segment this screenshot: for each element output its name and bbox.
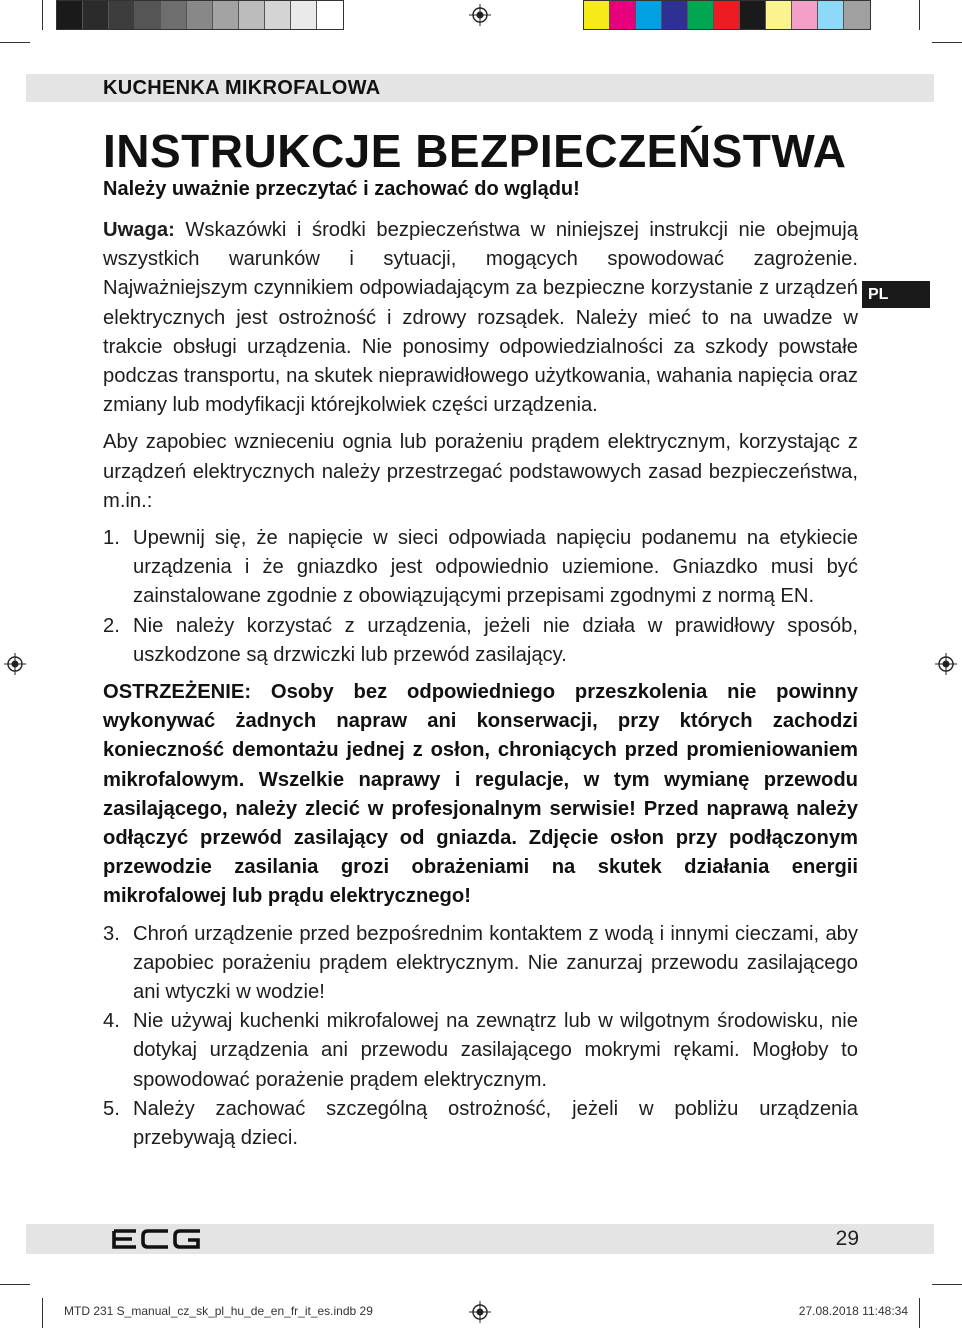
print-timestamp: 27.08.2018 11:48:34 <box>798 1304 908 1318</box>
ecg-logo <box>112 1228 202 1250</box>
list-item <box>103 524 858 612</box>
list-item <box>103 920 858 1008</box>
registration-mark-icon <box>469 4 491 26</box>
calibration-swatch <box>57 1 83 29</box>
calibration-swatch <box>291 1 317 29</box>
language-tab: PL <box>862 281 930 308</box>
list-item-text: Nie należy korzystać z urządzenia, jeżeli nie działa w prawidłowy sposób, uszkodzone są drzwiczki lub przewód zasilający. <box>133 614 858 666</box>
calibration-swatch <box>135 1 161 29</box>
crop-mark <box>0 1284 30 1285</box>
list-item-number: 4. <box>103 1010 120 1033</box>
page-subtitle: Należy uważnie przeczytać i zachować do wglądu! <box>103 178 580 200</box>
crop-mark <box>919 0 920 30</box>
safety-content <box>103 216 858 1161</box>
note-text: Wskazówki i środki bezpieczeństwa w niniejszej instrukcji nie obejmują wszystkich warunków i sytuacji, mogących spowodować zagrożenie. Najważniejszym czynnikiem odpowiadającym za bezpieczne korzystanie z urządzeń elektrycznych jest ostrożność i zdrowy rozsądek. Należy mieć to na uwadze w trakcie obsługi urządzenia. Nie ponosimy odpowiedzialności za szkody powstałe podczas transportu, na skutek nieprawidłowego użytkowania, wahania napięcia oraz zmiany lub modyfikacji którejkolwiek części urządzenia. <box>103 219 858 417</box>
warning-paragraph: OSTRZEŻENIE: Osoby bez odpowiedniego przeszkolenia nie powinny wykonywać żadnych napraw ani konserwacji, przy których zachodzi konieczność demontażu jednej z osłon, chroniących przed promieniowaniem mikrofalowym. Wszelkie naprawy i regulacje, w tym wymianę przewodu zasilającego, należy zlecić w profesjonalnym serwisie! Przed naprawą należy odłączyć przewód zasilający od gniazda. Zdjęcie osłon przy podłączonym przewodzie zasilania grozi obrażeniami na skutek działania energii mikrofalowej lub prądu elektrycznego! <box>103 681 858 908</box>
calibration-swatch <box>610 1 636 29</box>
calibration-swatch <box>844 1 870 29</box>
calibration-swatch <box>714 1 740 29</box>
registration-mark-icon <box>935 653 957 675</box>
calibration-swatch <box>317 1 343 29</box>
list-item <box>103 612 858 670</box>
crop-mark <box>42 1298 43 1328</box>
list-item <box>103 1095 858 1153</box>
calibration-swatch <box>766 1 792 29</box>
list-item-text: Upewnij się, że napięcie w sieci odpowiada napięciu podanemu na etykiecie urządzenia i że gniazdko jest odpowiednio uziemione. Gniazdko musi być zainstalowane zgodnie z obowiązującymi przepisami zgodnymi z normą EN. <box>133 527 858 608</box>
calibration-swatch <box>161 1 187 29</box>
crop-mark <box>932 1284 962 1285</box>
calibration-swatch <box>265 1 291 29</box>
list-item-number: 3. <box>103 922 120 945</box>
calibration-swatch <box>792 1 818 29</box>
section-label: KUCHENKA MIKROFALOWA <box>103 77 381 99</box>
list-item-text: Chroń urządzenie przed bezpośrednim kontaktem z wodą i innymi cieczami, aby zapobiec porażeniu prądem elektrycznym. Nie zanurzaj przewodu zasilającego ani wtyczki w wodzie! <box>133 922 858 1004</box>
note-paragraph <box>103 216 858 420</box>
registration-mark-icon <box>4 653 26 675</box>
color-calibration-bar <box>583 0 871 30</box>
crop-mark <box>0 42 30 43</box>
calibration-swatch <box>818 1 844 29</box>
list-item-number: 2. <box>103 614 120 637</box>
calibration-swatch <box>239 1 265 29</box>
note-label: Uwaga: <box>103 219 175 241</box>
crop-mark <box>42 0 43 30</box>
safety-list-b <box>103 920 858 1154</box>
crop-mark <box>919 1298 920 1328</box>
page-number: 29 <box>835 1227 859 1250</box>
crop-mark <box>932 42 962 43</box>
calibration-swatch <box>740 1 766 29</box>
list-item-number: 1. <box>103 527 120 550</box>
calibration-swatch <box>636 1 662 29</box>
calibration-swatch <box>688 1 714 29</box>
calibration-swatch <box>187 1 213 29</box>
calibration-swatch <box>584 1 610 29</box>
list-item <box>103 1007 858 1095</box>
page-title: INSTRUKCJE BEZPIECZEŃSTWA <box>103 125 847 177</box>
gray-calibration-bar <box>56 0 344 30</box>
calibration-swatch <box>109 1 135 29</box>
list-item-number: 5. <box>103 1097 120 1120</box>
calibration-swatch <box>83 1 109 29</box>
list-item-text: Nie używaj kuchenki mikrofalowej na zewnątrz lub w wilgotnym środowisku, nie dotykaj urządzenia ani przewodu zasilającego mokrymi rękami. Mogłoby to spowodować porażenie prądem elektrycznym. <box>133 1010 858 1091</box>
calibration-swatch <box>213 1 239 29</box>
list-item-text: Należy zachować szczególną ostrożność, jeżeli w pobliżu urządzenia przebywają dzieci. <box>133 1097 858 1150</box>
file-slug: MTD 231 S_manual_cz_sk_pl_hu_de_en_fr_it_es.indb 29 <box>64 1304 373 1318</box>
safety-list-a <box>103 524 858 670</box>
intro-paragraph: Aby zapobiec wznieceniu ognia lub porażeniu prądem elektrycznym, korzystając z urządzeń elektrycznych należy przestrzegać podstawowych zasad bezpieczeństwa, m.in.: <box>103 431 858 512</box>
calibration-swatch <box>662 1 688 29</box>
registration-mark-icon <box>469 1301 491 1323</box>
